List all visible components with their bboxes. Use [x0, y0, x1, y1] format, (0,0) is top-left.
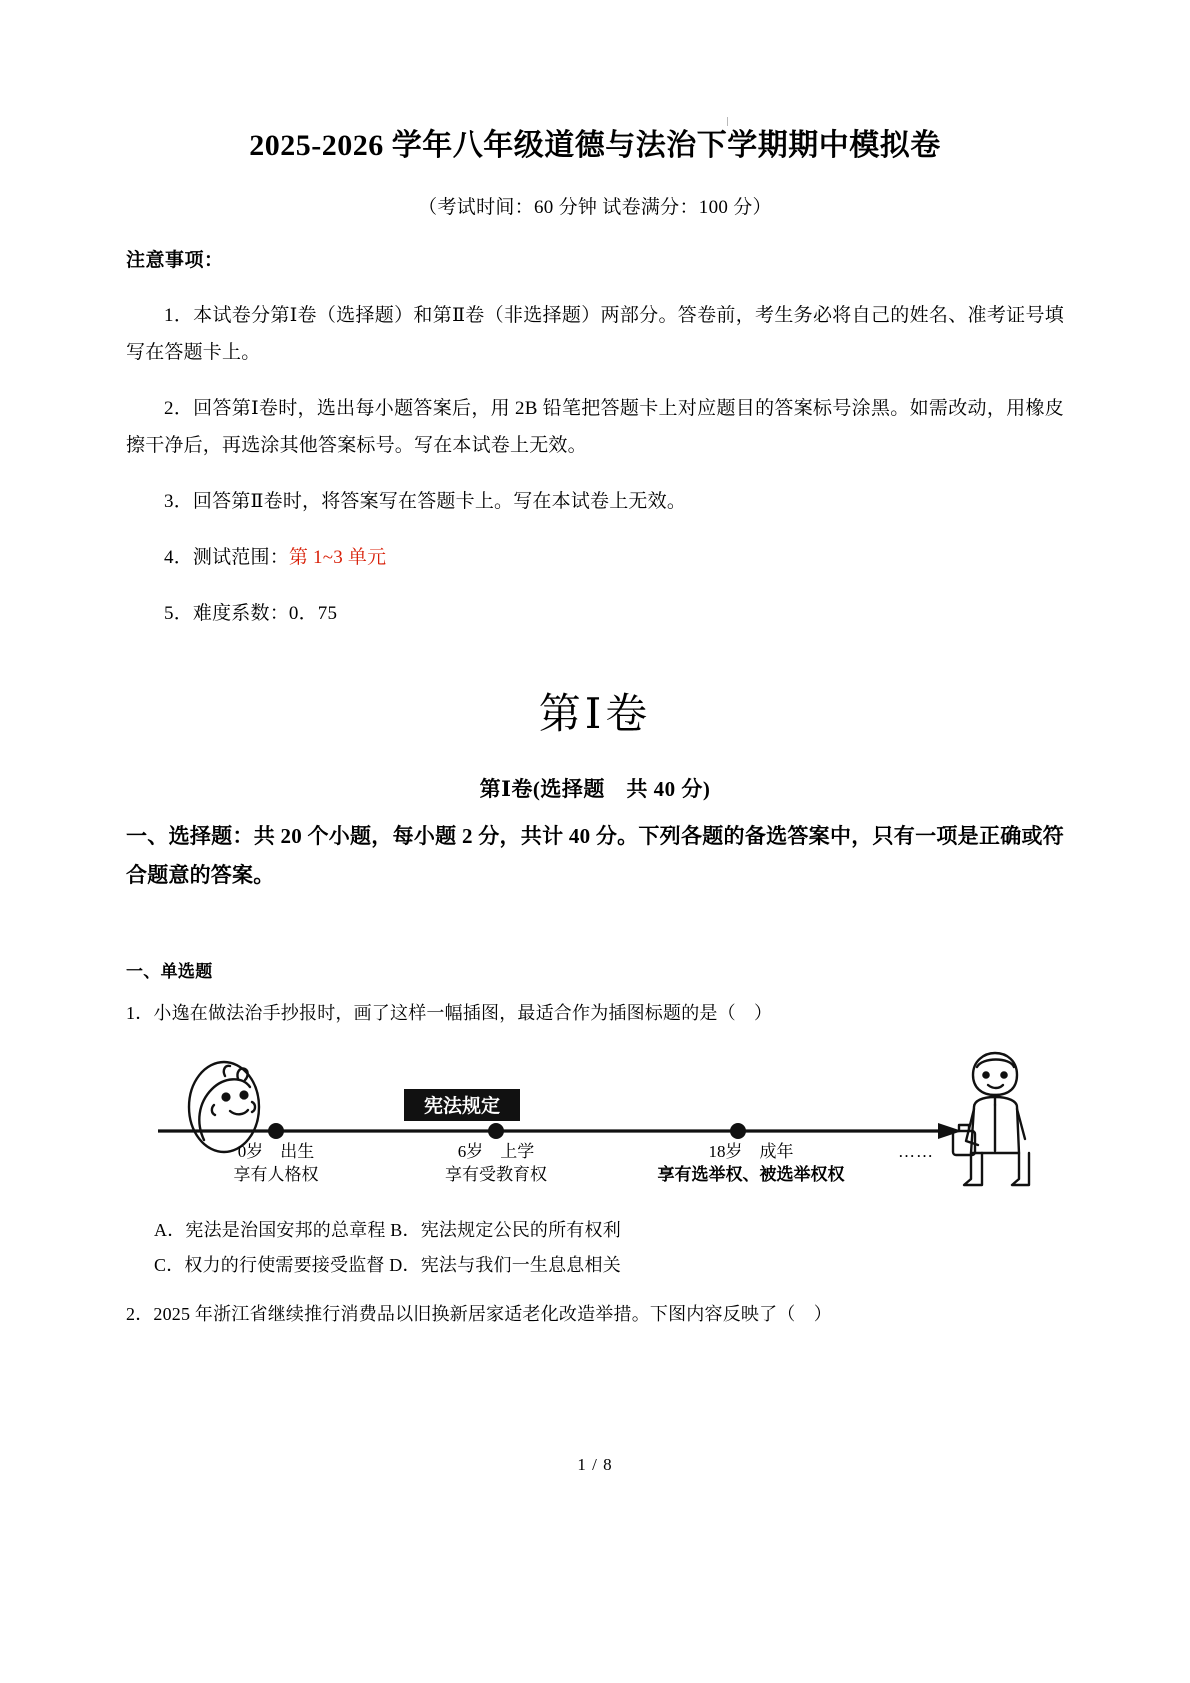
- notice-item-3: 3．回答第Ⅱ卷时，将答案写在答题卡上。写在本试卷上无效。: [164, 491, 687, 513]
- milestone-2-age-event: 18岁 成年: [708, 1142, 794, 1162]
- notice-item-2: 2．回答第Ⅰ卷时，选出每小题答案后，用 2B 铅笔把答题卡上对应题目的答案标号涂黑。如需改动，用橡皮擦干净后，再选涂其他答案标号。写在本试卷上无效。: [126, 398, 1064, 457]
- milestone-0-age-event: 0岁 出生: [237, 1142, 315, 1162]
- subsection-heading: 一、单选题: [126, 962, 213, 982]
- question-2-stem: 2．2025 年浙江省继续推行消费品以旧换新居家适老化改造举措。下图内容反映了（ ）: [126, 1304, 832, 1325]
- question-1-options-line-2: C．权力的行使需要接受监督 D．宪法与我们一生息息相关: [154, 1255, 621, 1276]
- notice-heading: 注意事项：: [126, 250, 224, 271]
- notice-item-1: 1．本试卷分第Ⅰ卷（选择题）和第Ⅱ卷（非选择题）两部分。答卷前，考生务必将自己的姓名、准考证号填写在答题卡上。: [126, 305, 1064, 364]
- exam-subtitle: （考试时间：60 分钟 试卷满分：100 分）: [418, 197, 772, 218]
- banner-label: 宪法规定: [423, 1096, 501, 1118]
- adult-person-icon: [953, 1053, 1029, 1185]
- milestone-1-age-event: 6岁 上学: [457, 1142, 535, 1162]
- page-artifact-mark: [727, 117, 728, 126]
- timeline-dot-0: [268, 1123, 284, 1139]
- timeline-ellipsis: ……: [898, 1142, 934, 1162]
- constitution-timeline-illustration: [126, 1045, 1064, 1213]
- question-1-options-line-1: A．宪法是治国安邦的总章程 B．宪法规定公民的所有权利: [154, 1220, 621, 1241]
- question-1-stem: 1．小逸在做法治手抄报时，画了这样一幅插图，最适合作为插图标题的是（ ）: [126, 1003, 773, 1024]
- notice-item-5: 5．难度系数：0．75: [164, 603, 338, 625]
- milestone-1-right: 享有受教育权: [445, 1165, 547, 1185]
- notice-list: [126, 291, 1064, 632]
- milestone-2-right: 享有选举权、被选举权权: [657, 1165, 845, 1185]
- volume-heading: 第Ⅰ卷: [538, 692, 652, 739]
- timeline-dot-1: [488, 1123, 504, 1139]
- baby-icon: [189, 1062, 259, 1152]
- notice-item-4-label: 4．测试范围：: [164, 547, 289, 569]
- section-lead: 一、选择题：共 20 个小题，每小题 2 分，共计 40 分。下列各题的备选答案中，只有一项是正确或符合题意的答案。: [126, 824, 1064, 888]
- milestone-0-right: 享有人格权: [233, 1165, 319, 1185]
- timeline-dot-2: [730, 1123, 746, 1139]
- notice-item-4: [126, 539, 1064, 576]
- question-1-figure: [126, 1045, 1064, 1213]
- constitution-banner: [404, 1089, 520, 1121]
- page-footer-number: 1 / 8: [577, 1455, 613, 1474]
- page-title: 2025-2026 学年八年级道德与法治下学期期中模拟卷: [249, 129, 941, 162]
- notice-item-4-value: 第 1~3 单元: [288, 547, 387, 569]
- volume-subheading: 第Ⅰ卷(选择题 共 40 分): [479, 777, 711, 802]
